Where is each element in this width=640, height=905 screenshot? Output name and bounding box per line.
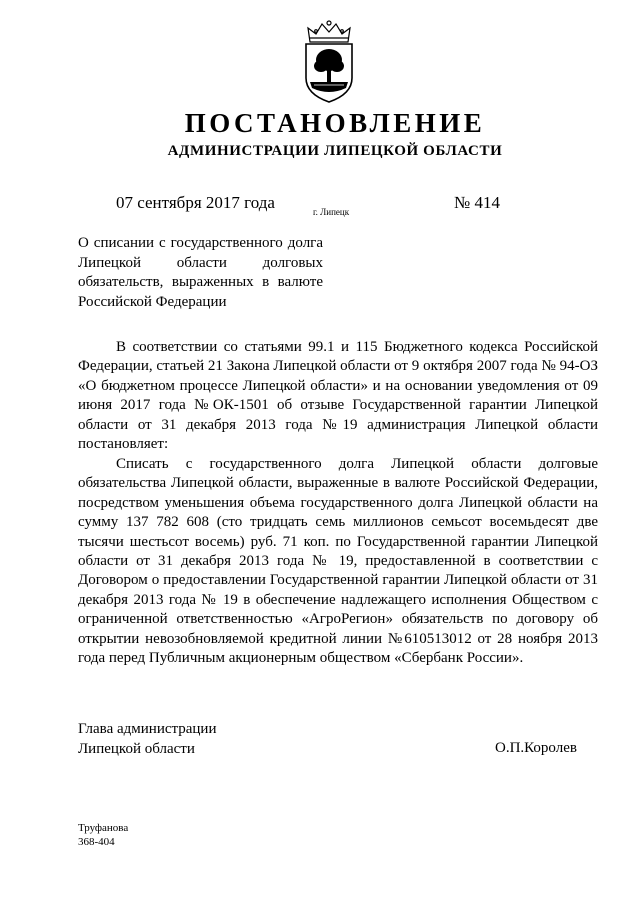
executor-name: Труфанова <box>78 822 129 834</box>
document-title: ПОСТАНОВЛЕНИЕ <box>184 108 486 138</box>
document-subject: О списании с государственного долга Липецкой области долговых обязательств, выраженных в валюте Российской Федерации <box>78 235 323 310</box>
body-paragraph-1: В соответствии со статьями 99.1 и 115 Бюджетного кодекса Российской Федерации, статьей 21 Закона Липецкой области от 9 октября 2007 года № 94-ОЗ «О бюджетном процессе Липецкой области» и на основании уведомления от 09 июня 2017 года №ОК-1501 об отзыве Государственной гарантии Липецкой области от 31 декабря 2013 года №19 администрация Липецкой области постановляет: <box>78 339 598 453</box>
signatory-position-line-2: Липецкой области <box>78 740 195 757</box>
document-city: г. Липецк <box>313 207 350 217</box>
signatory-name: О.П.Королев <box>495 740 577 756</box>
document-body <box>78 338 598 669</box>
signatory-position-line-1: Глава администрации <box>78 721 217 737</box>
document-date: 07 сентября 2017 года <box>116 193 275 212</box>
document-number: № 414 <box>454 193 500 212</box>
executor-info <box>78 821 128 849</box>
body-paragraph-2: Списать с государственного долга Липецкой области долговые обязательства Липецкой области, выраженные в валюте Российской Федерации, посредством уменьшения объема государственного долга Липецкой области на сумму 137 782 608 (сто тридцать семь миллионов семьсот восемьдесят две тысячи шестьсот восемь) руб. 71 коп. по Государственной гарантии Липецкой области от 31 декабря 2013 года № 19, предоставленной в соответствии с Договором о предоставлении Государственной гарантии Липецкой области от 31 декабря 2013 года № 19 в обеспечение надлежащего исполнения Обществом с ограниченной ответственностью «АгроРегион» обязательств по договору об открытии невозобновляемой кредитной линии №610513012 от 28 ноября 2013 года перед Публичным акционерным обществом «Сбербанк России». <box>78 455 598 667</box>
document-subtitle: АДМИНИСТРАЦИИ ЛИПЕЦКОЙ ОБЛАСТИ <box>167 143 503 159</box>
signatory-position <box>78 720 216 759</box>
coat-of-arms-icon <box>296 20 362 104</box>
executor-phone: 368-404 <box>78 836 115 848</box>
